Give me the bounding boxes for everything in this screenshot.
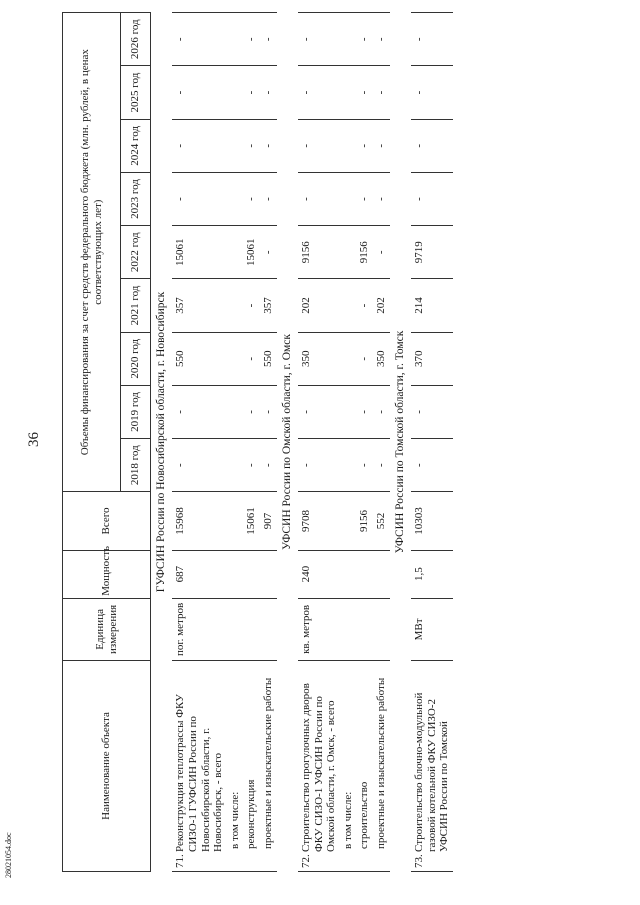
value-cell: -: [373, 385, 390, 438]
row-number: 72.: [299, 854, 312, 868]
value-cell: 15061: [243, 226, 260, 279]
header-year: 2022 год: [121, 226, 151, 279]
total-cell: 552: [373, 492, 390, 550]
object-name: в том числе:: [340, 661, 357, 872]
value-cell: -: [243, 279, 260, 332]
table-row: [227, 13, 244, 872]
value-cell: -: [356, 119, 373, 172]
value-cell: -: [356, 439, 373, 492]
total-cell: 15061: [243, 492, 260, 550]
value-cell: -: [260, 226, 277, 279]
header-year: 2019 год: [121, 385, 151, 438]
value-cell: 202: [373, 279, 390, 332]
value-cell: -: [260, 439, 277, 492]
header-total: Всего: [63, 492, 151, 550]
table-row: [260, 13, 277, 872]
value-cell: -: [260, 13, 277, 66]
header-funding: Объемы финансирования за счет средств федерального бюджета (млн. рублей, в ценах соответствующих лет): [63, 13, 121, 492]
header-year: 2020 год: [121, 332, 151, 385]
row-number: 73.: [412, 854, 425, 868]
rotated-table-container: [62, 12, 580, 872]
value-cell: 550: [172, 332, 227, 385]
value-cell: -: [260, 172, 277, 225]
value-cell: 550: [260, 332, 277, 385]
value-cell: -: [373, 226, 390, 279]
value-cell: -: [356, 332, 373, 385]
value-cell: -: [373, 439, 390, 492]
value-cell: -: [243, 172, 260, 225]
value-cell: -: [411, 66, 453, 119]
unit-cell: МВт: [411, 598, 453, 660]
value-cell: -: [172, 66, 227, 119]
table-row: [356, 13, 373, 872]
header-year: 2018 год: [121, 439, 151, 492]
value-cell: -: [172, 119, 227, 172]
region-row: [151, 13, 173, 872]
value-cell: -: [172, 439, 227, 492]
header-unit: Единица измерения: [63, 598, 151, 660]
footer-document-code: 28021054.doc: [4, 832, 13, 878]
object-name: в том числе:: [227, 661, 244, 872]
value-cell: -: [243, 119, 260, 172]
value-cell: -: [411, 385, 453, 438]
table-row: [340, 13, 357, 872]
value-cell: 15061: [172, 226, 227, 279]
value-cell: -: [298, 385, 340, 438]
object-name: проектные и изыскательские работы: [373, 661, 390, 872]
page-number: 36: [26, 432, 42, 447]
value-cell: -: [243, 13, 260, 66]
value-cell: 9156: [356, 226, 373, 279]
value-cell: 9156: [298, 226, 340, 279]
value-cell: -: [298, 172, 340, 225]
header-name: Наименование объекта: [63, 661, 151, 872]
value-cell: 202: [298, 279, 340, 332]
object-name: Строительство прогулочных дворов ФКУ СИЗО-1 УФСИН России по Омской области, г. Омск, - всего: [299, 683, 338, 852]
value-cell: 9719: [411, 226, 453, 279]
region-row: [277, 13, 298, 872]
total-cell: 9708: [298, 492, 340, 550]
header-year: 2026 год: [121, 13, 151, 66]
table-row: [411, 13, 453, 872]
value-cell: -: [373, 119, 390, 172]
value-cell: -: [298, 13, 340, 66]
header-year: 2021 год: [121, 279, 151, 332]
value-cell: -: [356, 279, 373, 332]
total-cell: 907: [260, 492, 277, 550]
value-cell: -: [373, 172, 390, 225]
value-cell: -: [356, 13, 373, 66]
total-cell: 15968: [172, 492, 227, 550]
value-cell: -: [356, 66, 373, 119]
object-name: реконструкция: [243, 661, 260, 872]
value-cell: -: [243, 332, 260, 385]
region-title: УФСИН России по Томской области, г. Томск: [393, 330, 406, 554]
total-cell: 9156: [356, 492, 373, 550]
header-capacity: Мощность: [63, 550, 151, 598]
value-cell: 214: [411, 279, 453, 332]
value-cell: -: [411, 172, 453, 225]
capacity-cell: 1,5: [411, 550, 453, 598]
value-cell: -: [298, 66, 340, 119]
unit-cell: пог. метров: [172, 598, 227, 660]
value-cell: -: [243, 439, 260, 492]
funding-table: [62, 12, 453, 872]
value-cell: -: [373, 66, 390, 119]
value-cell: -: [373, 13, 390, 66]
table-row: [298, 13, 340, 872]
value-cell: -: [356, 385, 373, 438]
value-cell: -: [298, 439, 340, 492]
value-cell: -: [356, 172, 373, 225]
object-name: проектные и изыскательские работы: [260, 661, 277, 872]
table-row: [373, 13, 390, 872]
value-cell: -: [172, 385, 227, 438]
value-cell: -: [260, 119, 277, 172]
value-cell: 350: [298, 332, 340, 385]
value-cell: -: [172, 13, 227, 66]
capacity-cell: 687: [172, 550, 227, 598]
header-year: 2023 год: [121, 172, 151, 225]
region-row: [390, 13, 411, 872]
value-cell: 357: [260, 279, 277, 332]
value-cell: 357: [172, 279, 227, 332]
value-cell: -: [260, 66, 277, 119]
value-cell: -: [243, 66, 260, 119]
capacity-cell: 240: [298, 550, 340, 598]
value-cell: -: [411, 119, 453, 172]
value-cell: -: [411, 439, 453, 492]
value-cell: -: [298, 119, 340, 172]
value-cell: 350: [373, 332, 390, 385]
table-row: [172, 13, 227, 872]
table-row: [243, 13, 260, 872]
value-cell: -: [243, 385, 260, 438]
object-name: Реконструкция теплотрассы ФКУ СИЗО-1 ГУФСИН России по Новосибирской области, г. Новосибирск, - всего: [174, 694, 225, 852]
value-cell: -: [260, 385, 277, 438]
region-title: ГУФСИН России по Новосибирской области, г. Новосибирск: [151, 13, 173, 872]
object-name: строительство: [356, 661, 373, 872]
total-cell: 10303: [411, 492, 453, 550]
value-cell: 370: [411, 332, 453, 385]
unit-cell: кв. метров: [298, 598, 340, 660]
row-number: 71.: [174, 854, 187, 868]
header-year: 2024 год: [121, 119, 151, 172]
header-year: 2025 год: [121, 66, 151, 119]
region-title: УФСИН России по Омской области, г. Омск: [280, 334, 293, 550]
object-name: Строительство блочно-модульной газовой котельной ФКУ СИЗО-2 УФСИН России по Томской: [412, 692, 451, 852]
value-cell: -: [411, 13, 453, 66]
value-cell: -: [172, 172, 227, 225]
